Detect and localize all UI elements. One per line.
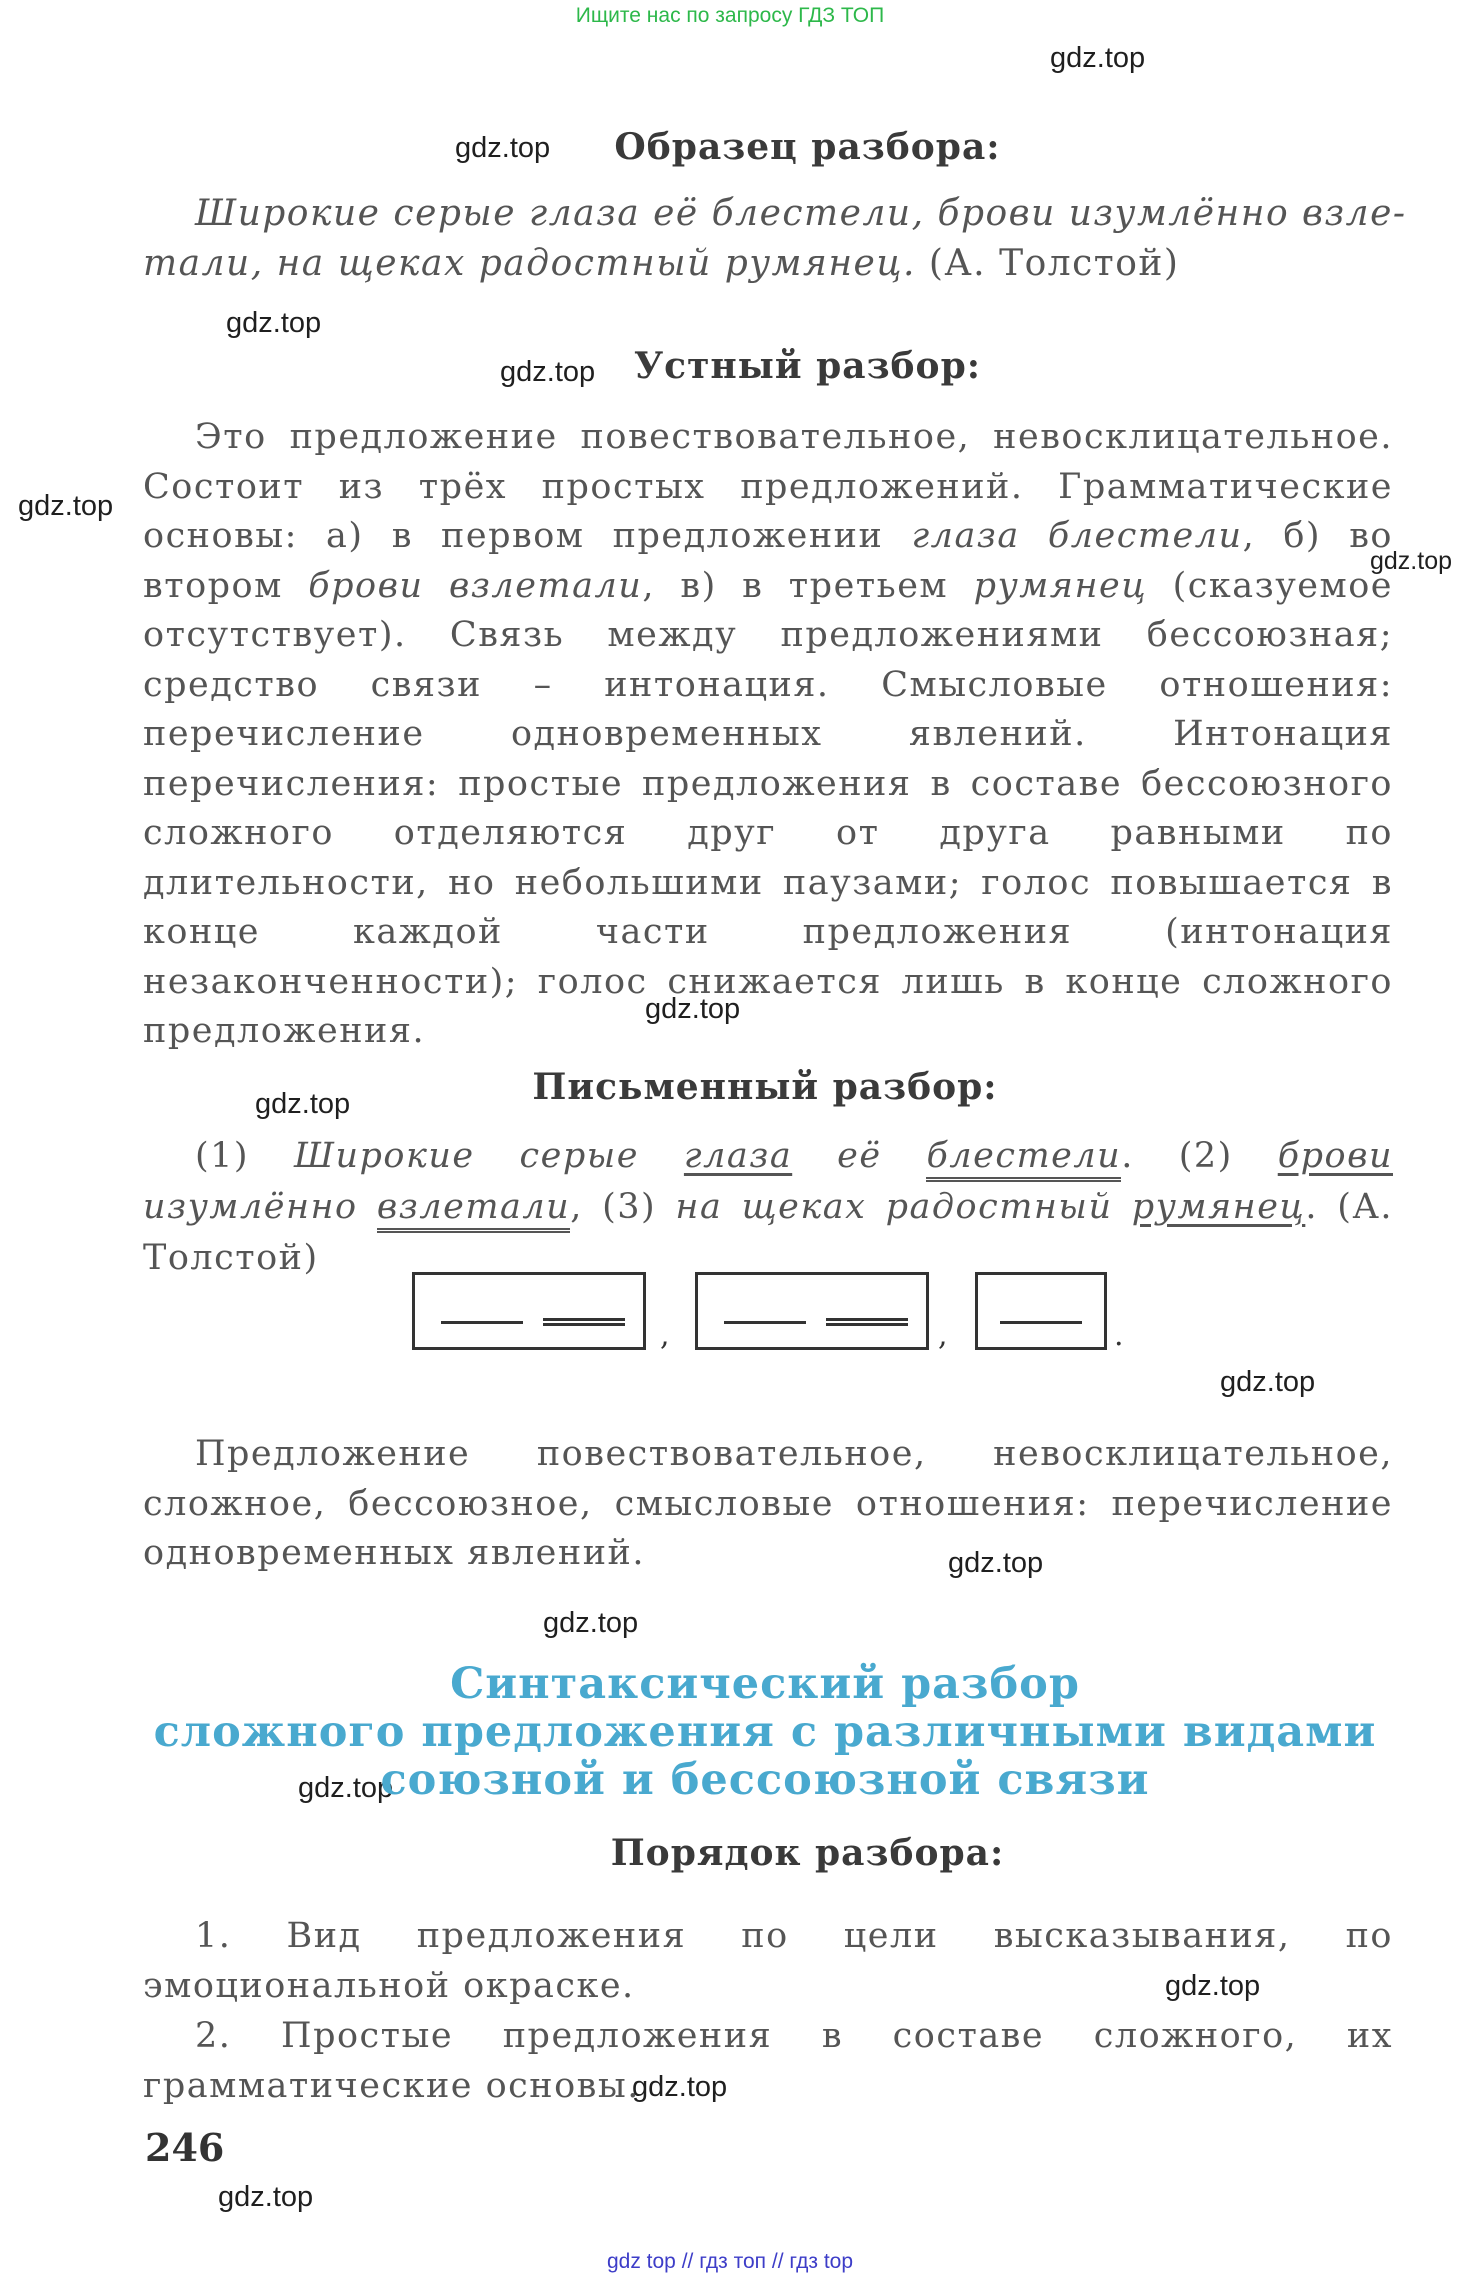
sentence-word: её [792,1136,927,1176]
sentence-word: изумлённо [143,1187,377,1227]
sentence-end: . (А. Толстой) [143,1187,1393,1278]
subject-line [1000,1321,1082,1324]
watermark: gdz.top [255,1088,351,1120]
sentence-word: на щеках радостный [675,1187,1132,1227]
watermark: gdz.top [218,2181,314,2213]
subject-underlined: румянец [1131,1187,1306,1227]
oral-text-italic: глаза блестели [911,516,1243,556]
example-line-2 [143,243,1179,284]
scheme-separator: , [938,1318,948,1353]
watermark: gdz.top [1370,547,1453,575]
sentence-number: , (3) [570,1187,676,1227]
conclusion-text: Предложение повествовательное, невосклицательное, сложное, бессоюзное, смысловые отношения: перечисление одновременных явлений. [143,1434,1393,1573]
predicate-underlined: взлетали [377,1187,570,1233]
section-title-line-2: сложного предложения с различными видами [153,1707,1377,1757]
section-title-line-1: Синтаксический разбор [450,1659,1080,1709]
oral-text-part: (сказуемое отсутствует). Связь между предложениями бессоюзная; средство связи – интонация. Смысловые отношения: перечисление одновременных явлений. Интонация перечисления: простые предложения в составе бессоюзного сложного отделяются друг от друга равными по длительности, но небольшими паузами; голос повышается в конце каждой части предложения (интонация незаконченности); голос снижается лишь в конце сложного предложения. [143,565,1394,1051]
oral-text-italic: брови взлетали [308,565,643,606]
watermark: gdz.top [455,132,551,164]
page-number: 246 [145,2125,225,2170]
scheme-box-1 [412,1272,646,1350]
watermark: gdz.top [298,1772,394,1804]
watermark: gdz.top [645,993,741,1025]
oral-text-part: , б) во втором [143,516,1393,606]
predicate-underlined: блестели [926,1136,1121,1182]
subject-line [724,1321,806,1324]
watermark: gdz.top [1220,1366,1316,1398]
sentence-word: Широкие серые [294,1136,684,1176]
watermark: gdz.top [18,490,114,522]
example-text: тали, на щеках радостный румянец. [143,243,916,284]
watermark: gdz.top [226,307,322,339]
predicate-lines [826,1318,908,1326]
example-author: (А. Толстой) [928,243,1180,284]
oral-text-part: Это предложение повествовательное, невосклицательное. Состоит из трёх простых предложений. Грамматические основы: а) в первом предложении [143,417,1393,556]
watermark: gdz.top [632,2071,728,2103]
oral-text-italic: румянец [973,565,1148,606]
top-banner[interactable]: Ищите нас по запросу ГДЗ ТОП [575,4,885,27]
sample-heading: Образец разбора: [614,126,1001,168]
oral-heading: Устный разбор: [633,345,982,387]
sentence-number: (1) [195,1136,294,1176]
section-title-line-3: союзной и бессоюзной связи [380,1755,1150,1805]
subject-line [441,1321,523,1324]
subject-underlined: глаза [683,1136,793,1176]
subject-underlined: брови [1277,1136,1393,1176]
sentence-number: . (2) [1121,1136,1278,1176]
predicate-lines [543,1318,625,1326]
watermark: gdz.top [1165,1970,1261,2002]
watermark: gdz.top [500,356,596,388]
scheme-box-2 [695,1272,929,1350]
example-line-1: Широкие серые глаза её блестели, брови изумлённо взле- [195,193,1407,234]
watermark: gdz.top [948,1547,1044,1579]
order-heading: Порядок разбора: [610,1832,1005,1874]
scheme-separator: , [660,1318,670,1353]
watermark: gdz.top [1050,42,1146,74]
order-item-1: 1. Вид предложения по цели высказывания, по эмоциональной окраске. [143,1916,1393,2006]
oral-text-part: , в) в третьем [642,565,974,606]
watermark: gdz.top [543,1607,639,1639]
scheme-separator: . [1114,1318,1124,1353]
order-item-2: 2. Простые предложения в составе сложного, их грамматические основы. [143,2016,1393,2106]
written-analysis-sentence [143,1131,1393,1284]
bottom-links[interactable]: gdz top // гдз топ // гдз top [606,2250,854,2273]
scheme-box-3 [975,1272,1107,1350]
oral-analysis-text [143,413,1393,1057]
written-heading: Письменный разбор: [532,1066,998,1108]
